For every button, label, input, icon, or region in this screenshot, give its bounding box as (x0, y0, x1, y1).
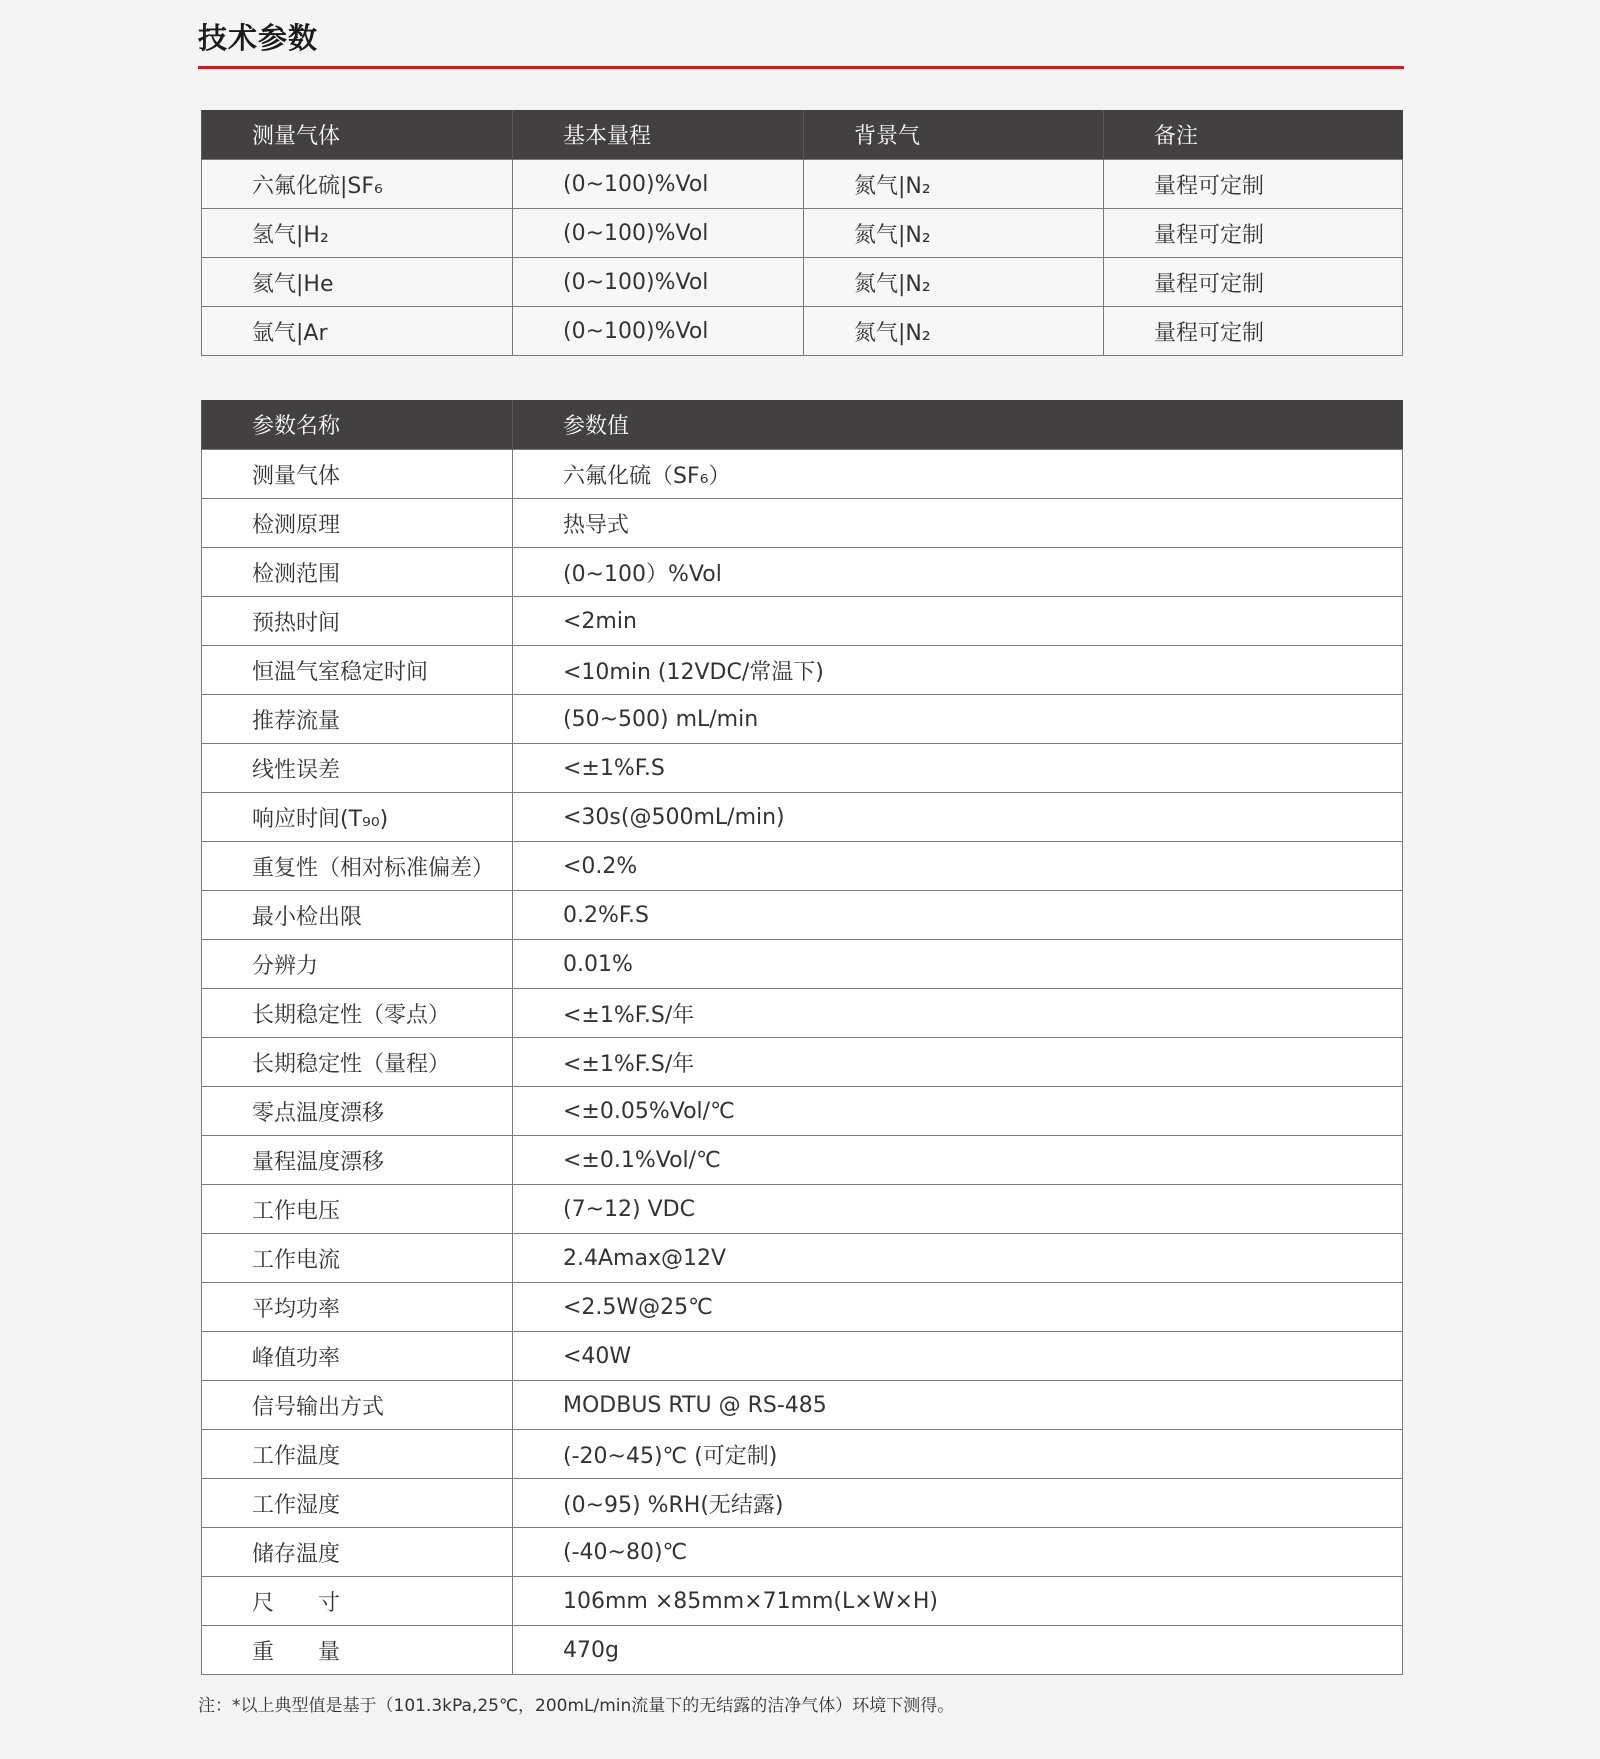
table-cell: 0.01% (513, 940, 1403, 989)
table-cell: 0.2%F.S (513, 891, 1403, 940)
table-cell: 工作电压 (202, 1185, 513, 1234)
table-row (202, 695, 1403, 744)
table-cell: 热导式 (513, 499, 1403, 548)
table-cell: 氮气|N₂ (804, 307, 1104, 356)
table-cell: (0~95) %RH(无结露) (513, 1479, 1403, 1528)
table-cell: 长期稳定性（零点） (202, 989, 513, 1038)
table-row (202, 450, 1403, 499)
table-cell: <±0.05%Vol/℃ (513, 1087, 1403, 1136)
table-cell: <±0.1%Vol/℃ (513, 1136, 1403, 1185)
gas-table-header-cell: 基本量程 (513, 110, 804, 160)
table-cell: 氦气|He (202, 258, 513, 307)
table-row (202, 1185, 1403, 1234)
table-cell: (0~100)%Vol (513, 160, 804, 209)
param-table-header-cell: 参数名称 (202, 400, 513, 450)
table-cell: 预热时间 (202, 597, 513, 646)
table-row (202, 1332, 1403, 1381)
section-title: 技术参数 (198, 21, 319, 55)
table-cell: 量程可定制 (1104, 258, 1403, 307)
table-row (202, 1381, 1403, 1430)
footnote: 注：*以上典型值是基于（101.3kPa,25℃，200mL/min流量下的无结露的洁净气体）环境下测得。 (198, 1696, 955, 1716)
table-row (202, 1283, 1403, 1332)
table-row (202, 940, 1403, 989)
table-cell: 工作温度 (202, 1430, 513, 1479)
table-cell: 测量气体 (202, 450, 513, 499)
table-cell: 线性误差 (202, 744, 513, 793)
parameter-table (201, 400, 1403, 1675)
table-cell: 氩气|Ar (202, 307, 513, 356)
table-cell: 信号输出方式 (202, 1381, 513, 1430)
table-row (202, 597, 1403, 646)
table-cell: <±1%F.S/年 (513, 989, 1403, 1038)
table-cell: 尺 寸 (202, 1577, 513, 1626)
table-cell: 470g (513, 1626, 1403, 1675)
table-cell: 六氟化硫（SF₆） (513, 450, 1403, 499)
table-row (202, 499, 1403, 548)
table-cell: 工作电流 (202, 1234, 513, 1283)
gas-table-body (202, 160, 1403, 356)
table-cell: 长期稳定性（量程） (202, 1038, 513, 1087)
table-row (202, 1234, 1403, 1283)
table-cell: 检测原理 (202, 499, 513, 548)
table-cell: 最小检出限 (202, 891, 513, 940)
table-cell: (0~100)%Vol (513, 258, 804, 307)
table-row (202, 793, 1403, 842)
table-cell: 量程可定制 (1104, 307, 1403, 356)
table-row (202, 646, 1403, 695)
table-row (202, 1577, 1403, 1626)
table-cell: <±1%F.S/年 (513, 1038, 1403, 1087)
table-cell: (50~500) mL/min (513, 695, 1403, 744)
table-row (202, 989, 1403, 1038)
table-cell: <10min (12VDC/常温下) (513, 646, 1403, 695)
table-cell: (0~100)%Vol (513, 307, 804, 356)
table-cell: (0~100）%Vol (513, 548, 1403, 597)
table-cell: 恒温气室稳定时间 (202, 646, 513, 695)
table-cell: 量程温度漂移 (202, 1136, 513, 1185)
table-cell: 储存温度 (202, 1528, 513, 1577)
table-cell: (-20~45)℃ (可定制) (513, 1430, 1403, 1479)
table-row (202, 1136, 1403, 1185)
table-row (202, 1479, 1403, 1528)
table-row (202, 258, 1403, 307)
table-cell: <2.5W@25℃ (513, 1283, 1403, 1332)
param-table-header-cell: 参数值 (513, 400, 1403, 450)
table-cell: 氮气|N₂ (804, 160, 1104, 209)
gas-table-header-cell: 备注 (1104, 110, 1403, 160)
gas-range-table (201, 110, 1403, 356)
table-cell: (0~100)%Vol (513, 209, 804, 258)
table-row (202, 209, 1403, 258)
table-row (202, 548, 1403, 597)
gas-table-header-cell: 测量气体 (202, 110, 513, 160)
table-cell: 重 量 (202, 1626, 513, 1675)
table-row (202, 160, 1403, 209)
table-cell: 量程可定制 (1104, 160, 1403, 209)
table-cell: 平均功率 (202, 1283, 513, 1332)
table-cell: 氮气|N₂ (804, 258, 1104, 307)
table-cell: 六氟化硫|SF₆ (202, 160, 513, 209)
table-cell: 响应时间(T₉₀) (202, 793, 513, 842)
table-cell: 2.4Amax@12V (513, 1234, 1403, 1283)
table-cell: 推荐流量 (202, 695, 513, 744)
table-cell: 零点温度漂移 (202, 1087, 513, 1136)
table-cell: <30s(@500mL/min) (513, 793, 1403, 842)
table-row (202, 1626, 1403, 1675)
table-cell: 量程可定制 (1104, 209, 1403, 258)
table-cell: 重复性（相对标准偏差） (202, 842, 513, 891)
table-row (202, 744, 1403, 793)
table-cell: <±1%F.S (513, 744, 1403, 793)
param-table-body (202, 450, 1403, 1675)
table-cell: (-40~80)℃ (513, 1528, 1403, 1577)
table-row (202, 842, 1403, 891)
table-row (202, 1430, 1403, 1479)
table-cell: 工作湿度 (202, 1479, 513, 1528)
table-cell: MODBUS RTU @ RS-485 (513, 1381, 1403, 1430)
table-row (202, 891, 1403, 940)
table-row (202, 1038, 1403, 1087)
table-cell: 分辨力 (202, 940, 513, 989)
table-cell: (7~12) VDC (513, 1185, 1403, 1234)
table-cell: 106mm ×85mm×71mm(L×W×H) (513, 1577, 1403, 1626)
table-cell: <2min (513, 597, 1403, 646)
table-cell: <0.2% (513, 842, 1403, 891)
title-divider (198, 66, 1404, 69)
gas-table-header-row (202, 110, 1403, 160)
table-row (202, 1087, 1403, 1136)
table-cell: 检测范围 (202, 548, 513, 597)
table-row (202, 307, 1403, 356)
table-row (202, 1528, 1403, 1577)
table-cell: 氮气|N₂ (804, 209, 1104, 258)
gas-table-header-cell: 背景气 (804, 110, 1104, 160)
table-cell: <40W (513, 1332, 1403, 1381)
table-cell: 氢气|H₂ (202, 209, 513, 258)
table-cell: 峰值功率 (202, 1332, 513, 1381)
param-table-header-row (202, 400, 1403, 450)
